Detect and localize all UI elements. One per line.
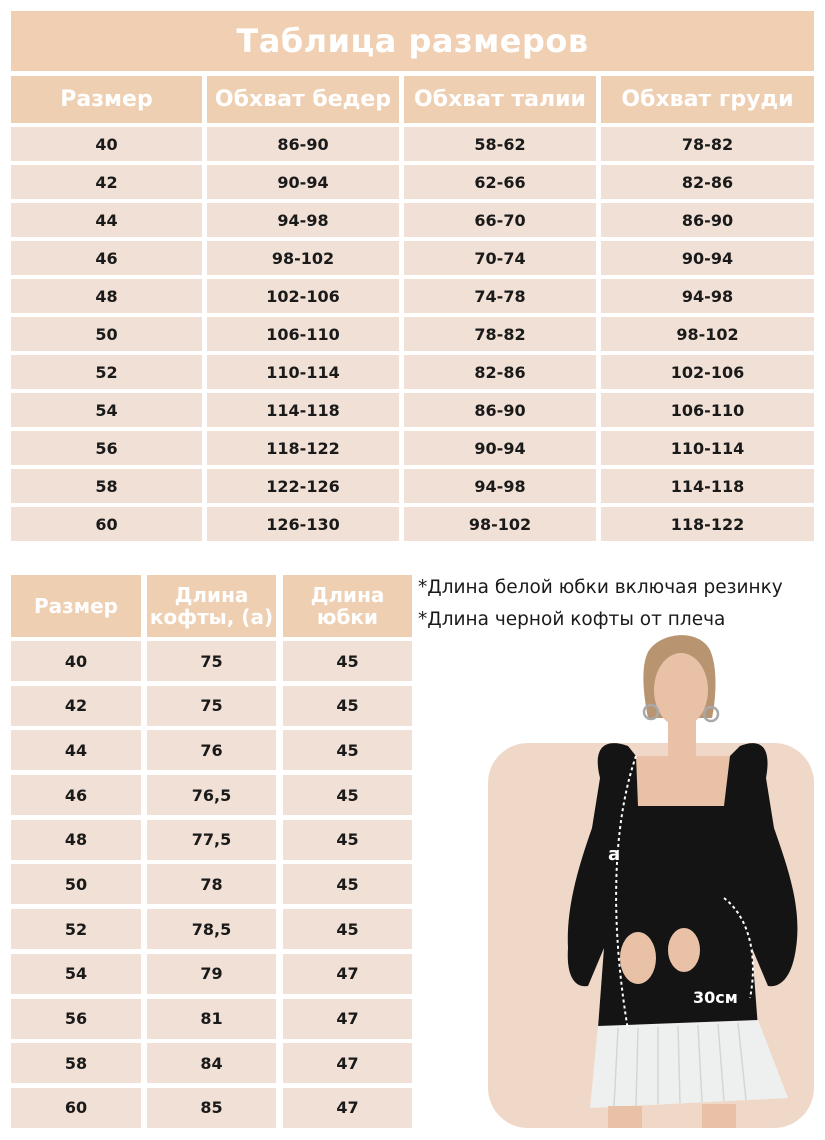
table-cell: 98-102 xyxy=(601,317,814,351)
table-cell: 46 xyxy=(11,775,141,815)
table-cell: 114-118 xyxy=(601,469,814,503)
table-cell: 76,5 xyxy=(147,775,276,815)
table-row xyxy=(11,730,412,770)
table-cell: 47 xyxy=(283,1043,412,1083)
model-face xyxy=(654,653,708,727)
table-cell: 86-90 xyxy=(207,127,399,161)
table-cell: 60 xyxy=(11,507,202,541)
table-cell: 40 xyxy=(11,127,202,161)
model-right-leg xyxy=(702,1104,736,1128)
header-skirt-length: Длина юбки xyxy=(283,575,412,637)
table-row xyxy=(11,431,814,465)
table-row xyxy=(11,279,814,313)
model-right-hand xyxy=(668,928,700,972)
table-cell: 90-94 xyxy=(207,165,399,199)
table-cell: 85 xyxy=(147,1088,276,1128)
table-cell: 62-66 xyxy=(404,165,596,199)
table-cell: 74-78 xyxy=(404,279,596,313)
table-cell: 52 xyxy=(11,909,141,949)
table-cell: 45 xyxy=(283,864,412,904)
table-cell: 52 xyxy=(11,355,202,389)
page-title: Таблица размеров xyxy=(11,11,814,71)
header-jacket-length: Длина кофты, (а) xyxy=(147,575,276,637)
table-header-row xyxy=(11,76,814,123)
table-cell: 44 xyxy=(11,203,202,237)
model-photo xyxy=(488,628,814,1128)
table-row xyxy=(11,393,814,427)
table-cell: 110-114 xyxy=(207,355,399,389)
model-decollete xyxy=(630,756,732,806)
table-cell: 45 xyxy=(283,730,412,770)
table-cell: 79 xyxy=(147,954,276,994)
table-cell: 90-94 xyxy=(404,431,596,465)
table-cell: 114-118 xyxy=(207,393,399,427)
table-cell: 82-86 xyxy=(404,355,596,389)
table-cell: 66-70 xyxy=(404,203,596,237)
table-cell: 42 xyxy=(11,686,141,726)
table-cell: 94-98 xyxy=(404,469,596,503)
note-skirt-length: *Длина белой юбки включая резинку xyxy=(418,577,783,598)
table-cell: 98-102 xyxy=(207,241,399,275)
size-table-main xyxy=(11,76,814,545)
label-waist: 30см xyxy=(693,988,738,1007)
table-cell: 56 xyxy=(11,999,141,1039)
table-cell: 48 xyxy=(11,820,141,860)
table-cell: 86-90 xyxy=(404,393,596,427)
header-waist: Обхват талии xyxy=(404,76,596,123)
table-cell: 54 xyxy=(11,393,202,427)
table-cell: 58-62 xyxy=(404,127,596,161)
table-cell: 45 xyxy=(283,686,412,726)
table-cell: 47 xyxy=(283,954,412,994)
table-cell: 86-90 xyxy=(601,203,814,237)
table-cell: 94-98 xyxy=(601,279,814,313)
table-cell: 126-130 xyxy=(207,507,399,541)
table-row xyxy=(11,1043,412,1083)
table-cell: 122-126 xyxy=(207,469,399,503)
table-row xyxy=(11,954,412,994)
table-cell: 102-106 xyxy=(207,279,399,313)
table-cell: 75 xyxy=(147,641,276,681)
table-row xyxy=(11,999,412,1039)
header-chest: Обхват груди xyxy=(601,76,814,123)
table-cell: 47 xyxy=(283,999,412,1039)
table-cell: 78 xyxy=(147,864,276,904)
table-cell: 47 xyxy=(283,1088,412,1128)
table-header-row xyxy=(11,575,412,637)
table-cell: 76 xyxy=(147,730,276,770)
table-cell: 45 xyxy=(283,909,412,949)
notes xyxy=(418,572,818,636)
table-row xyxy=(11,317,814,351)
table-cell: 118-122 xyxy=(601,507,814,541)
header-size: Размер xyxy=(11,575,141,637)
table-cell: 70-74 xyxy=(404,241,596,275)
table-cell: 78-82 xyxy=(404,317,596,351)
table-cell: 78-82 xyxy=(601,127,814,161)
table-row xyxy=(11,909,412,949)
table-cell: 81 xyxy=(147,999,276,1039)
table-cell: 58 xyxy=(11,1043,141,1083)
table-cell: 45 xyxy=(283,775,412,815)
table-row xyxy=(11,864,412,904)
table-cell: 106-110 xyxy=(601,393,814,427)
header-hips: Обхват бедер xyxy=(207,76,399,123)
table-row xyxy=(11,507,814,541)
table-cell: 82-86 xyxy=(601,165,814,199)
table-cell: 46 xyxy=(11,241,202,275)
table-cell: 45 xyxy=(283,641,412,681)
table-cell: 90-94 xyxy=(601,241,814,275)
model-neck xyxy=(668,720,696,762)
table-cell: 50 xyxy=(11,317,202,351)
table-cell: 118-122 xyxy=(207,431,399,465)
table-row xyxy=(11,203,814,237)
table-cell: 40 xyxy=(11,641,141,681)
table-row xyxy=(11,241,814,275)
table-row xyxy=(11,1088,412,1128)
table-row xyxy=(11,469,814,503)
table-cell: 84 xyxy=(147,1043,276,1083)
model-left-leg xyxy=(608,1106,642,1128)
table-cell: 45 xyxy=(283,820,412,860)
table-cell: 60 xyxy=(11,1088,141,1128)
table-cell: 58 xyxy=(11,469,202,503)
table-row xyxy=(11,686,412,726)
table-cell: 110-114 xyxy=(601,431,814,465)
table-row xyxy=(11,820,412,860)
table-cell: 106-110 xyxy=(207,317,399,351)
table-row xyxy=(11,641,412,681)
table-row xyxy=(11,355,814,389)
table-cell: 44 xyxy=(11,730,141,770)
table-cell: 78,5 xyxy=(147,909,276,949)
table-cell: 98-102 xyxy=(404,507,596,541)
label-a: a xyxy=(608,844,621,865)
table-cell: 50 xyxy=(11,864,141,904)
table-cell: 102-106 xyxy=(601,355,814,389)
table-cell: 48 xyxy=(11,279,202,313)
table-row xyxy=(11,775,412,815)
header-size: Размер xyxy=(11,76,202,123)
table-cell: 77,5 xyxy=(147,820,276,860)
size-table-length xyxy=(11,575,412,1133)
table-cell: 94-98 xyxy=(207,203,399,237)
table-cell: 75 xyxy=(147,686,276,726)
table-row xyxy=(11,165,814,199)
model-left-hand xyxy=(620,932,656,984)
white-skirt xyxy=(590,1020,788,1108)
table-cell: 54 xyxy=(11,954,141,994)
table-cell: 56 xyxy=(11,431,202,465)
table-cell: 42 xyxy=(11,165,202,199)
note-jacket-length: *Длина черной кофты от плеча xyxy=(418,609,726,630)
table-row xyxy=(11,127,814,161)
